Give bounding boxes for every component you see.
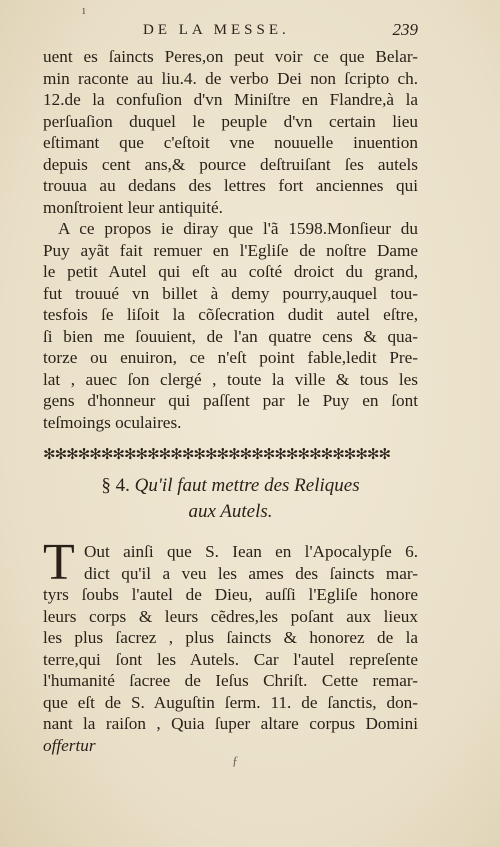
ink-mark: ı xyxy=(82,2,86,17)
text-line: trouua au dedans des lettres fort anciennes qui xyxy=(43,176,418,195)
text-line: Out ainſi que S. Iean en l'Apocalypſe 6. xyxy=(84,542,418,561)
text-line: A ce propos ie diray que l'ã 1598.Monſieur du xyxy=(58,219,418,238)
text-line: min raconte au liu.4. de verbo Dei non ſcripto ch. xyxy=(43,68,418,88)
text-line: fut trouué vn billet à demy pourry,auquel tou- xyxy=(43,283,418,303)
text-line: tesfois ſe liſoit la cõſecration dudit autel eſtre, xyxy=(43,305,418,324)
text-line: eſtimant que c'eſtoit vne nouuelle inuention xyxy=(43,133,418,152)
text-line: 12.de la confuſion d'vn Miniſtre en Flandre,à la xyxy=(43,90,418,109)
text-line: ſi bien me ſouuient, de l'an quatre cens & qua- xyxy=(43,326,418,346)
text-line: leurs corps & leurs cẽdres,les poſant aux lieux xyxy=(43,606,418,626)
text-line: uent es ſaincts Peres,on peut voir ce que Belar- xyxy=(43,47,418,66)
text-line: les plus ſacrez , plus ſaincts & honorez de la xyxy=(43,628,418,647)
section-number: § 4. xyxy=(101,475,130,496)
section-heading xyxy=(43,473,418,525)
text-line: l'humanité ſacree de Ieſus Chriſt. Cette remar- xyxy=(43,671,418,690)
drop-cap: T xyxy=(43,534,75,591)
text-line: que eſt de S. Auguſtin ſerm. 11. de ſanctis, don- xyxy=(43,692,418,712)
page-body xyxy=(43,46,418,756)
running-title: DE LA MESSE. xyxy=(143,22,290,38)
ornament-divider: ✻✻✻✻✻✻✻✻✻✻✻✻✻✻✻✻✻✻✻✻✻✻✻✻✻✻✻✻✻✻ xyxy=(43,445,391,463)
text-line: torze ou enuiron, ce n'eſt point fable,ledit Pre- xyxy=(43,348,418,367)
text-line: gens d'honneur qui paſſent par le Puy en ſont xyxy=(43,391,418,410)
paragraph-2 xyxy=(43,218,418,433)
text-line: teſmoings oculaires. xyxy=(43,412,182,432)
page-header xyxy=(43,20,418,44)
text-line: le petit Autel qui eſt au coſté droict du grand, xyxy=(43,262,418,281)
section-title-line-2: aux Autels. xyxy=(188,501,273,522)
text-line: tyrs ſoubs l'autel de Dieu, auſſi l'Egliſe honore xyxy=(43,585,418,604)
text-line: terre,qui ſont les Autels. Car l'autel repreſente xyxy=(43,649,418,669)
paragraph-3 xyxy=(43,534,418,756)
text-line: dict qu'il a veu les ames des ſaincts mar- xyxy=(84,563,418,583)
text-line: perſuaſion duquel le peuple d'vn certain lieu xyxy=(43,111,418,131)
text-line: depuis cent ans,& pource deſtruiſant ſes autels xyxy=(43,154,418,174)
paragraph-1 xyxy=(43,46,418,218)
text-line: Puy ayãt fait remuer en l'Egliſe de noſtre Dame xyxy=(43,240,418,260)
text-line: nant la raiſon , Quia ſuper altare corpus Domini xyxy=(43,714,418,733)
text-line: monſtroient leur antiquité. xyxy=(43,197,223,217)
ink-mark: ƒ xyxy=(232,753,239,768)
catchword: offertur xyxy=(43,735,96,755)
section-title-line-1: Qu'il faut mettre des Reliques xyxy=(134,475,360,496)
page-number: 239 xyxy=(392,20,418,39)
text-line: lat , auec ſon clergé , toute la ville & tous les xyxy=(43,369,418,389)
